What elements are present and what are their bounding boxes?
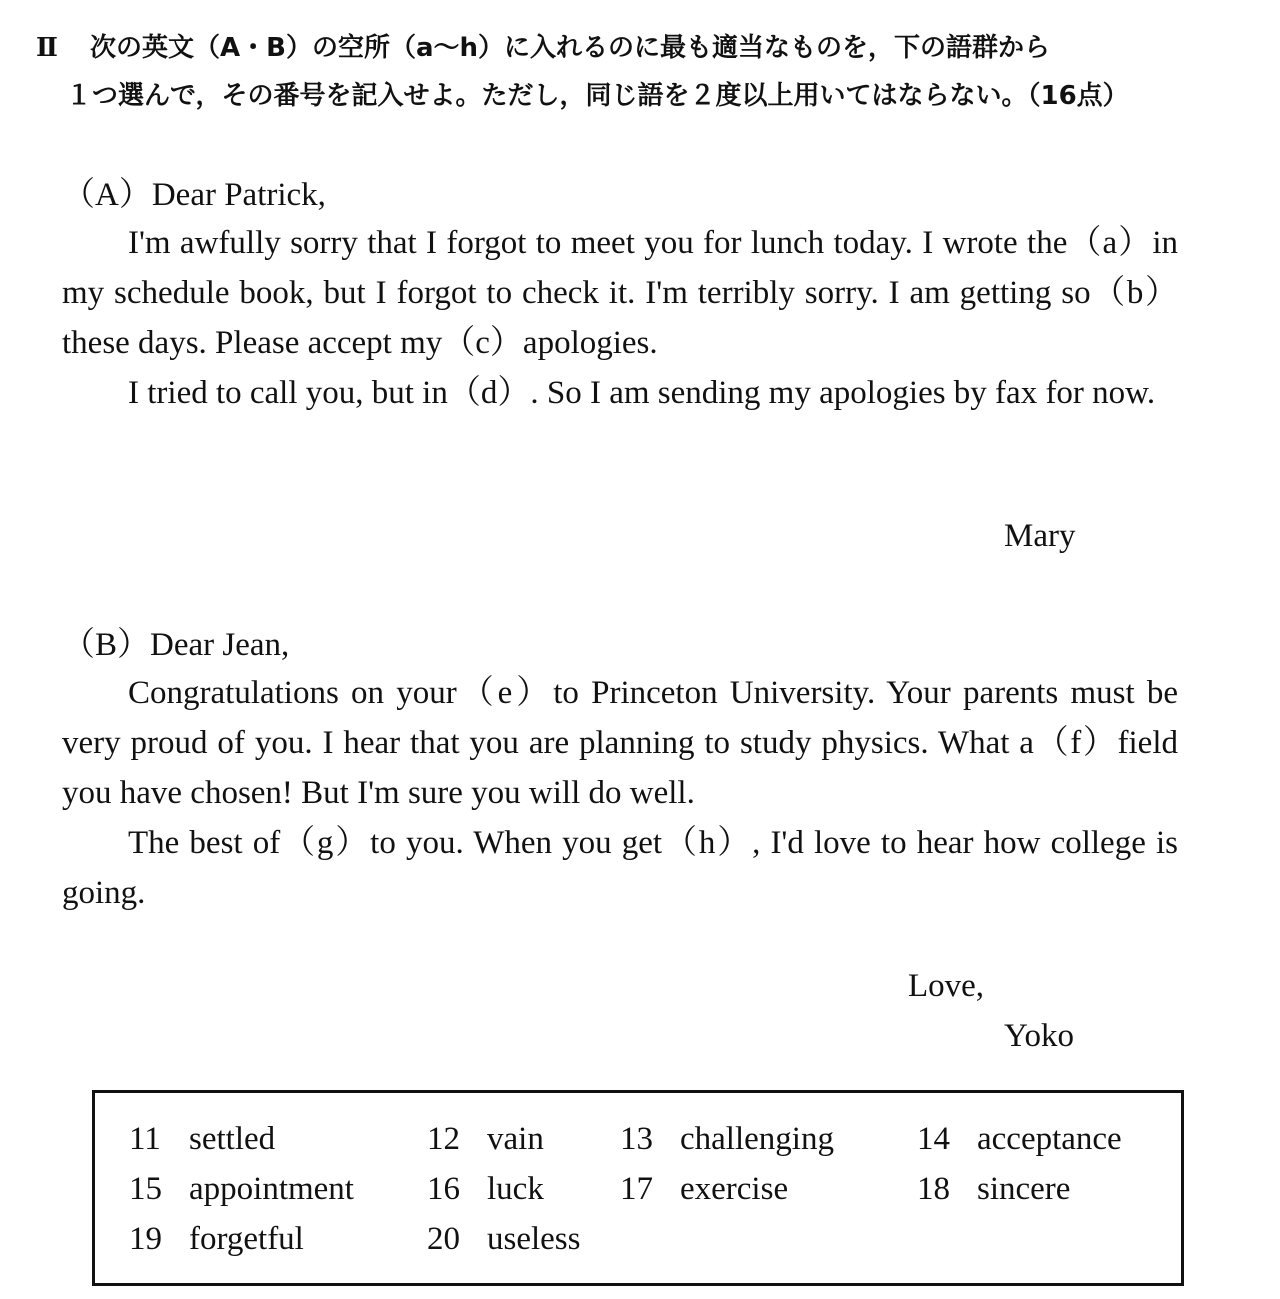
word-text: sincere xyxy=(977,1171,1071,1207)
letter-a-greeting: Dear Patrick, xyxy=(151,177,326,213)
letter-b-body xyxy=(62,668,1178,918)
word-text: forgetful xyxy=(189,1221,304,1257)
word-text: acceptance xyxy=(977,1121,1122,1157)
word-bank-item xyxy=(427,1121,544,1158)
word-number: 14 xyxy=(917,1121,950,1157)
word-bank-item xyxy=(427,1221,581,1258)
instruction-text-2: １つ選んで，その番号を記入せよ。ただし，同じ語を２度以上用いてはならない。（16点） xyxy=(66,81,1129,111)
word-text: useless xyxy=(487,1221,581,1257)
letter-b-closing: Love, xyxy=(908,968,985,1004)
letter-a-heading xyxy=(62,168,326,215)
word-bank-item xyxy=(129,1171,354,1208)
letter-a-body xyxy=(62,218,1178,418)
letter-a-signature: Mary xyxy=(1004,518,1076,554)
letter-a-paragraph-1: I'm awfully sorry that I forgot to meet you for lunch today. I wrote the（a）in my schedule book, but I forgot to check it. I'm terribly sorry. I am getting so（b）these days. Please accept my（c）apologies. xyxy=(62,225,1178,361)
word-number: 12 xyxy=(427,1121,460,1157)
word-bank-item xyxy=(620,1121,834,1158)
word-text: settled xyxy=(189,1121,276,1157)
word-number: 11 xyxy=(129,1121,161,1157)
word-text: exercise xyxy=(680,1171,789,1207)
instruction-text-1: 次の英文（A・B）の空所（a～h）に入れるのに最も適当なものを，下の語群から xyxy=(90,33,1050,63)
word-text: luck xyxy=(487,1171,544,1207)
letter-a-paragraph-2: I tried to call you, but in（d）. So I am sending my apologies by fax for now. xyxy=(128,375,1156,411)
letter-b-greeting: Dear Jean, xyxy=(150,627,290,663)
letter-b-paragraph-1: Congratulations on your（e）to Princeton University. Your parents must be very proud of you. I hear that you are planning to study physics. What a（f）field you have chosen! But I'm sure you will do well. xyxy=(62,675,1178,811)
word-bank-item xyxy=(620,1171,788,1208)
word-number: 16 xyxy=(427,1171,460,1207)
word-bank-item xyxy=(917,1121,1122,1158)
question-instructions xyxy=(36,24,1236,120)
word-number: 19 xyxy=(129,1221,162,1257)
letter-a-label: （A） xyxy=(62,177,152,213)
word-text: appointment xyxy=(189,1171,354,1207)
word-text: vain xyxy=(487,1121,544,1157)
word-bank-item xyxy=(129,1221,304,1258)
word-number: 15 xyxy=(129,1171,162,1207)
word-text: challenging xyxy=(680,1121,834,1157)
letter-b-label: （B） xyxy=(62,627,151,663)
word-number: 20 xyxy=(427,1221,460,1257)
instruction-line-1 xyxy=(36,24,1236,72)
word-bank-item xyxy=(129,1121,275,1158)
word-bank-item xyxy=(917,1171,1070,1208)
word-bank-box xyxy=(92,1090,1184,1286)
letter-b-heading xyxy=(62,618,289,665)
word-number: 13 xyxy=(620,1121,653,1157)
section-number: Ⅱ xyxy=(36,33,58,63)
letter-b-paragraph-2: The best of（g）to you. When you get（h）, I'd love to hear how college is going. xyxy=(62,825,1178,911)
instruction-line-2 xyxy=(36,72,1236,120)
word-number: 18 xyxy=(917,1171,950,1207)
word-bank-item xyxy=(427,1171,544,1208)
letter-b-signature: Yoko xyxy=(1004,1018,1075,1054)
word-number: 17 xyxy=(620,1171,653,1207)
